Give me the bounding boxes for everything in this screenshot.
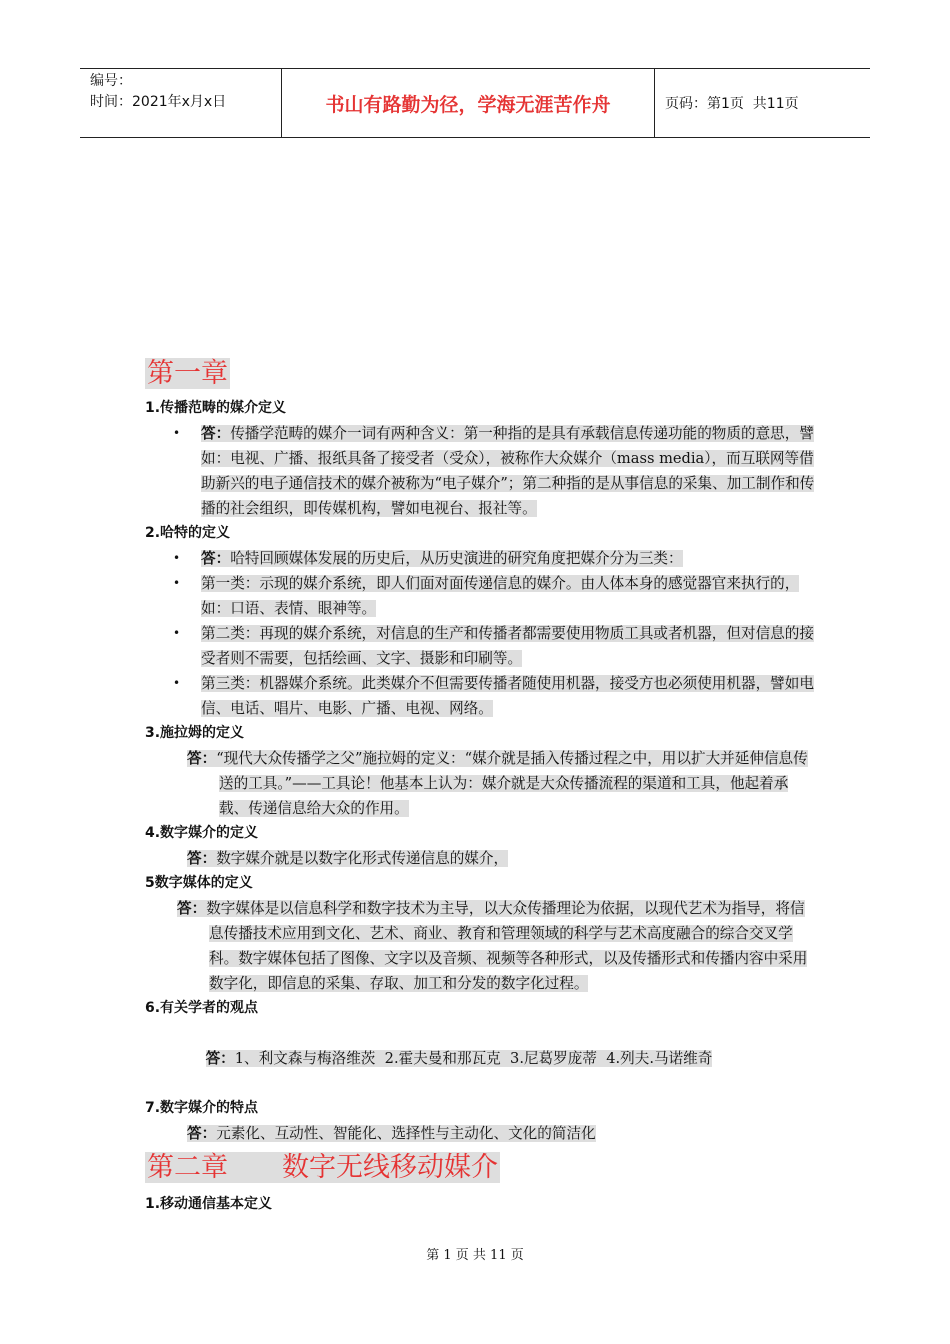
answer-text: 1、利文森与梅洛维茨 2.霍夫曼和那瓦克 3.尼葛罗庞蒂 4.列夫.马诺维奇 [234, 1050, 713, 1067]
list-item [145, 571, 815, 621]
answer-text: 哈特回顾媒体发展的历史后，从历史演进的研究角度把媒介分为三类： [230, 550, 683, 567]
section-heading: 2.哈特的定义 [145, 525, 231, 541]
section-heading: 7.数字媒介的特点 [145, 1100, 259, 1116]
answer-text: 数字媒体是以信息科学和数字技术为主导，以大众传播理论为依据，以现代艺术为指导，将信息传播技术应用到文化、艺术、商业、教育和管理领域的科学与艺术高度融合的综合交叉学科。数字媒体包括了图像、文字以及音频、视频等各种形式，以及传播形式和传播内容中采用数字化，即信息的采集、存取、加工和分发的数字化过程。 [206, 900, 808, 992]
answer-label: 答： [187, 850, 217, 867]
section-heading: 1.移动通信基本定义 [145, 1196, 273, 1212]
answer-label: 答： [201, 425, 231, 442]
bullet-icon: • [173, 676, 181, 690]
bullet-icon: • [173, 576, 181, 590]
section-heading: 1.传播范畴的媒介定义 [145, 400, 287, 416]
list-item [145, 421, 815, 521]
bullet-icon: • [173, 551, 181, 565]
answer-label: 答： [187, 750, 217, 767]
answer-text: 数字媒介就是以数字化形式传递信息的媒介， [216, 850, 509, 867]
bullet-icon: • [173, 626, 181, 640]
list-item-text: 第一类：示现的媒介系统，即人们面对面传递信息的媒介。由人体本身的感觉器官来执行的，如：口语、表情、眼神等。 [201, 575, 800, 617]
chapter-2-title: 第二章 数字无线移动媒介 [147, 1152, 498, 1183]
list-item-text: 第三类：机器媒介系统。此类媒介不但需要传播者随使用机器，接受方也必须使用机器，譬如电信、电话、唱片、电影、广播、电视、网络。 [201, 675, 814, 717]
document-body [145, 352, 815, 1217]
header-meta [80, 69, 282, 137]
answer-paragraph [145, 1021, 815, 1096]
header-page-info [655, 69, 870, 137]
answer-paragraph [145, 746, 815, 821]
section-heading: 6.有关学者的观点 [145, 1000, 259, 1016]
section-heading: 5数字媒体的定义 [145, 875, 253, 891]
bullet-icon: • [173, 426, 181, 440]
answer-label: 答： [201, 550, 231, 567]
section-heading: 3.施拉姆的定义 [145, 725, 245, 741]
section-heading: 4.数字媒介的定义 [145, 825, 259, 841]
answer-paragraph [145, 846, 815, 871]
page-footer: 第 1 页 共 11 页 [426, 1248, 524, 1263]
list-item [145, 671, 815, 721]
answer-paragraph [145, 896, 815, 996]
page-info-text: 页码：第1页 共11页 [665, 96, 799, 112]
serial-label: 编号： [90, 73, 132, 89]
answer-label: 答： [205, 1050, 235, 1067]
page-header [80, 68, 870, 138]
answer-paragraph [145, 1121, 815, 1146]
list-item-text: 第二类：再现的媒介系统，对信息的生产和传播者都需要使用物质工具或者机器，但对信息的接受者则不需要，包括绘画、文字、摄影和印刷等。 [201, 625, 814, 667]
answer-label: 答： [177, 900, 207, 917]
answer-text: 传播学范畴的媒介一词有两种含义：第一种指的是具有承载信息传递功能的物质的意思，譬如：电视、广播、报纸具备了接受者（受众），被称作大众媒介（mass media），而互联网等借助新兴的电子通信技术的媒介被称为“电子媒介”；第二种指的是从事信息的采集、加工制作和传播的社会组织，即传媒机构，譬如电视台、报社等。 [201, 425, 815, 517]
list-item [145, 621, 815, 671]
list-item [145, 546, 815, 571]
header-motto: 书山有路勤为径，学海无涯苦作舟 [282, 69, 655, 137]
answer-label: 答： [187, 1125, 217, 1142]
time-label: 时间：2021年x月x日 [90, 94, 227, 110]
answer-text: 元素化、互动性、智能化、选择性与主动化、文化的简洁化 [216, 1125, 596, 1142]
answer-text: “现代大众传播学之父”施拉姆的定义：“媒介就是插入传播过程之中，用以扩大并延伸信息传送的工具。”——工具论！他基本上认为：媒介就是大众传播流程的渠道和工具，他起着承载、传递信息给大众的作用。 [216, 750, 808, 817]
chapter-1-title: 第一章 [147, 358, 228, 389]
